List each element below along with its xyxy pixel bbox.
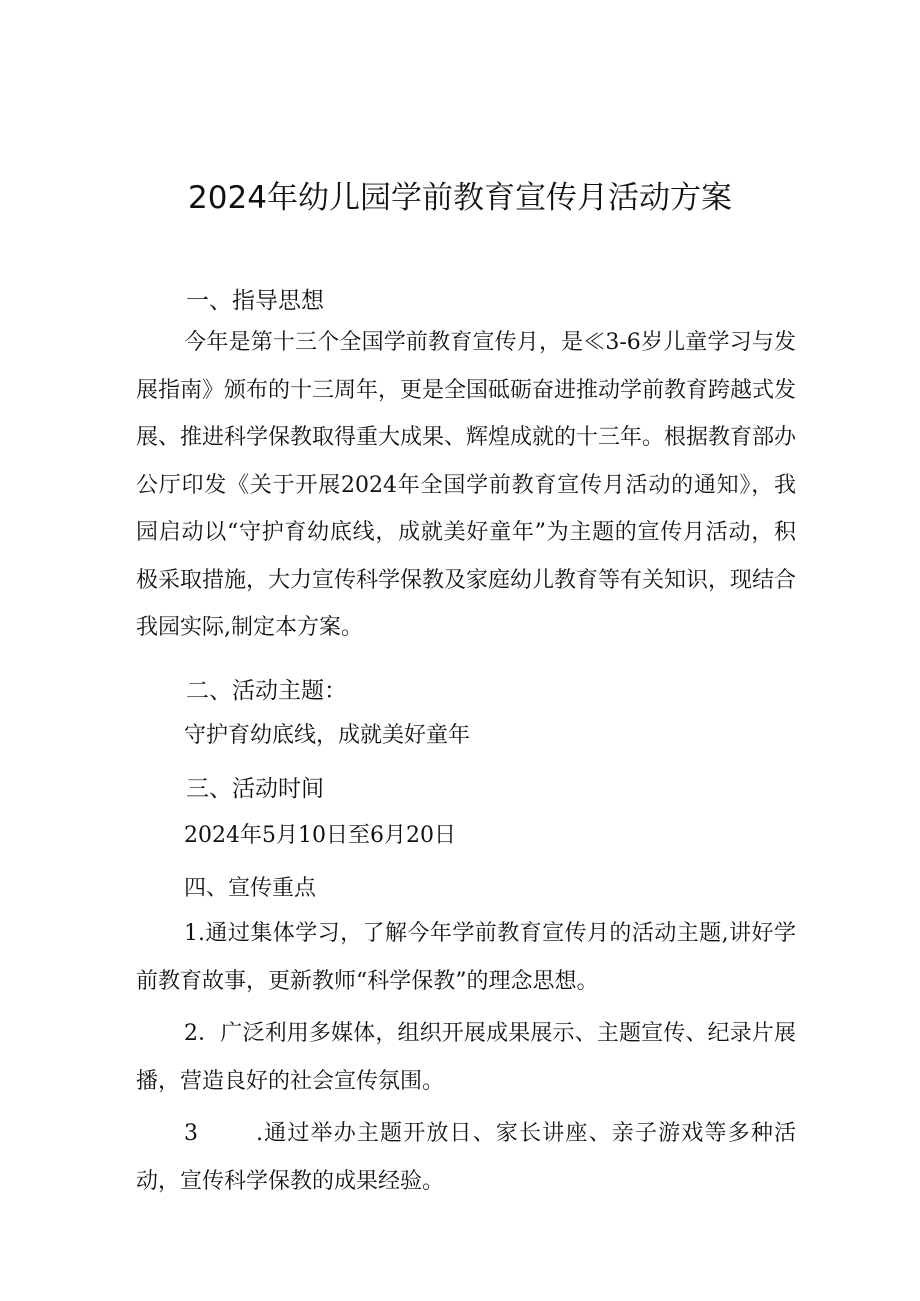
item-number: 3: [184, 1121, 198, 1146]
publicity-item-3: [136, 1110, 796, 1205]
publicity-item-2: [136, 1010, 796, 1105]
publicity-item-1: [136, 910, 796, 1005]
document-title: 2024年幼儿园学前教育宣传月活动方案: [188, 180, 732, 216]
section-body-time: 2024年5月10日至6月20日: [184, 823, 456, 848]
section-heading-publicity-focus: 四、宣传重点: [184, 876, 317, 901]
section-body-theme: 守护育幼底线，成就美好童年: [184, 723, 471, 748]
section-heading-guiding-ideology: 一、指导思想: [186, 288, 324, 314]
paragraph-text: 今年是第十三个全国学前教育宣传月，是≪3-6岁儿童学习与发展指南》颁布的十三周年，更是全国砥砺奋进推动学前教育跨越式发展、推进科学保教取得重大成果、辉煌成就的十三年。根据教育部办公厅印发《关于开展2024年全国学前教育宣传月活动的通知》，我园启动以“守护育幼底线，成就美好童年”为主题的宣传月活动，积极采取措施，大力宣传科学保教及家庭幼儿教育等有关知识，现结合我园实际,制定本方案。: [136, 330, 797, 640]
paragraph-text: .通过举办主题开放日、家长讲座、亲子游戏等多种活动，宣传科学保教的成果经验。: [136, 1121, 796, 1194]
section-body-guiding-ideology: [136, 319, 796, 652]
paragraph-text: 1.通过集体学习，了解今年学前教育宣传月的活动主题,讲好学前教育故事，更新教师“科学保教”的理念思想。: [136, 921, 796, 994]
section-heading-theme: 二、活动主题：: [186, 678, 347, 704]
section-heading-time: 三、活动时间: [186, 776, 324, 802]
paragraph-text: 2．广泛利用多媒体，组织开展成果展示、主题宣传、纪录片展播，营造良好的社会宣传氛围。: [136, 1021, 796, 1094]
